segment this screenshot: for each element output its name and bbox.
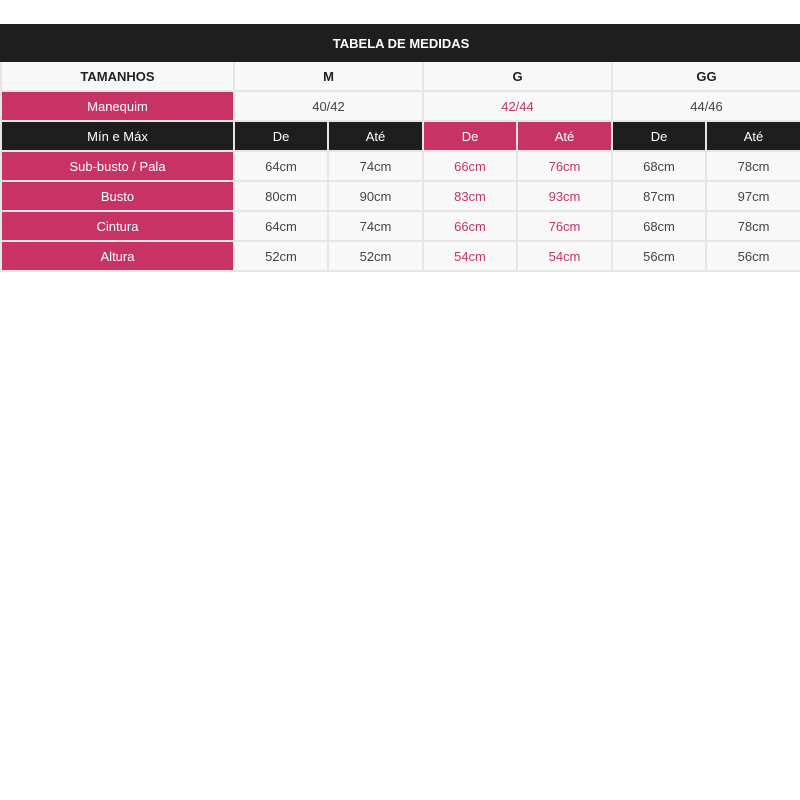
table-cell: 54cm (517, 241, 612, 271)
table-cell: 78cm (706, 211, 800, 241)
table-row (1, 181, 800, 211)
range-label: Mín e Máx (1, 121, 234, 151)
table-cell: 76cm (517, 151, 612, 181)
table-cell: 87cm (612, 181, 706, 211)
table-cell: 52cm (234, 241, 328, 271)
table-row (1, 211, 800, 241)
table-cell: 97cm (706, 181, 800, 211)
table-cell: 68cm (612, 211, 706, 241)
table-cell: 66cm (423, 151, 517, 181)
table-row (1, 151, 800, 181)
manequim-label: Manequim (1, 91, 234, 121)
table-cell: 56cm (706, 241, 800, 271)
table-cell: 80cm (234, 181, 328, 211)
table-cell: 64cm (234, 151, 328, 181)
range-row (1, 121, 800, 151)
row-label: Cintura (1, 211, 234, 241)
g-to-header: Até (517, 121, 612, 151)
manequim-g: 42/44 (423, 91, 612, 121)
table-cell: 74cm (328, 151, 423, 181)
table-cell: 54cm (423, 241, 517, 271)
manequim-row (1, 91, 800, 121)
sizes-label: TAMANHOS (1, 61, 234, 91)
table-cell: 56cm (612, 241, 706, 271)
table-cell: 66cm (423, 211, 517, 241)
table-cell: 90cm (328, 181, 423, 211)
row-label: Busto (1, 181, 234, 211)
table-cell: 52cm (328, 241, 423, 271)
m-to-header: Até (328, 121, 423, 151)
size-g-header: G (423, 61, 612, 91)
table-cell: 64cm (234, 211, 328, 241)
size-table (0, 24, 800, 272)
table-cell: 78cm (706, 151, 800, 181)
size-m-header: M (234, 61, 423, 91)
table-cell: 93cm (517, 181, 612, 211)
title-row (1, 25, 800, 61)
size-gg-header: GG (612, 61, 800, 91)
row-label: Altura (1, 241, 234, 271)
m-from-header: De (234, 121, 328, 151)
manequim-gg: 44/46 (612, 91, 800, 121)
g-from-header: De (423, 121, 517, 151)
table-cell: 74cm (328, 211, 423, 241)
manequim-m: 40/42 (234, 91, 423, 121)
table-title: TABELA DE MEDIDAS (1, 25, 800, 61)
table-cell: 68cm (612, 151, 706, 181)
table-cell: 76cm (517, 211, 612, 241)
sizes-row (1, 61, 800, 91)
size-chart (0, 24, 800, 272)
gg-from-header: De (612, 121, 706, 151)
row-label: Sub-busto / Pala (1, 151, 234, 181)
table-row (1, 241, 800, 271)
table-cell: 83cm (423, 181, 517, 211)
gg-to-header: Até (706, 121, 800, 151)
